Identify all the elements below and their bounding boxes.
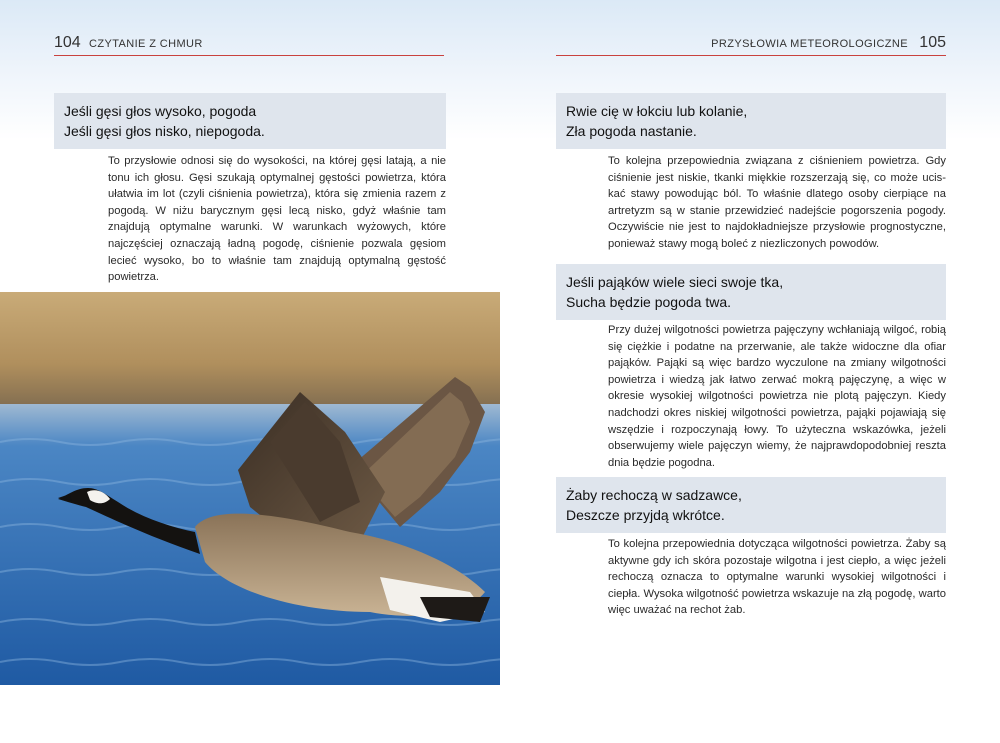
proverb-line: Jeśli gęsi głos wysoko, pogoda bbox=[64, 103, 257, 119]
page-number: 104 bbox=[54, 34, 81, 51]
body-paragraph: To przysłowie odnosi się do wysokości, na której gęsi latają, a nie tonu ich głosu. Gęsi szukają optymalnej gęstości powietrza, która ułatwia im lot (czyli ciśnienia powietrza), która się zmienia razem z pogodą. W niżu barycznym gęsi lecą nisko, gdyż właśnie tam znajdują optymalne warunki. W warunkach wyżowych, które najczęściej oznaczają ładną pogodę, ciśnienie pozwala gęsiom lecieć wysoko, bo to właśnie tam znajdują optymalną gęstość powietrza. bbox=[108, 155, 446, 284]
page-number: 105 bbox=[919, 34, 946, 51]
running-head-right bbox=[556, 33, 946, 56]
proverb-line: Zła pogoda nastanie. bbox=[566, 123, 697, 139]
body-paragraph: To kolejna przepowiednia związana z ciśnieniem powietrza. Gdy ciśnienie jest niskie, tkanki miękkie rozszerzają się, co może uciskać stawy powodując ból. To właśnie dlatego osoby cierpiące na artretyzm są w stanie przewidzieć nadejście pogorszenia pogody. Oczywiście nie jest to najdokładniejsze przysłowie prognostyczne, ponieważ stawy mogą boleć z niezliczonych powodów. bbox=[608, 155, 946, 250]
body-paragraph: Przy dużej wilgotności powietrza pajęczyny wchłaniają wilgoć, robią się ciężkie i podatne na przerwanie, ale także widoczne dla ofiar pająków. Pająki są więc bardzo wyczulone na zmiany wilgotności powietrza i wiedzą jak łatwo zerwać mokrą pajęczynę, a więc w okresie wysokiej wilgotności powietrza nie plotą pajęczyn. Kiedy nadchodzi okres niskiej wilgotności powietrza, pająki pojawiają się wszędzie i rozpoczynają łowy. To użyteczna wskazówka, jeżeli obserwujemy wiele pajęczyn wiemy, że najprawdopodobniej reszta dnia będzie pogodna. bbox=[608, 324, 946, 469]
body-paragraph: To kolejna przepowiednia dotycząca wilgotności powietrza. Żaby są aktywne gdy ich skóra pozostaje wilgotna i jest ciepło, a więc jeżeli rechoczą oznacza to optymalne warunki wysokiej wilgotności i ciepła. Wysoka wilgotność powietrza wskazuje na złą pogodę, warto więc uważać na rechot żab. bbox=[608, 538, 946, 617]
proverb-line: Jeśli pająków wiele sieci swoje tka, bbox=[566, 274, 784, 290]
proverb-line: Rwie cię w łokciu lub kolanie, bbox=[566, 103, 748, 119]
proverb-line: Żaby rechoczą w sadzawce, bbox=[566, 487, 742, 503]
running-head-left bbox=[54, 33, 444, 56]
proverb-box bbox=[556, 477, 946, 533]
running-title: CZYTANIE Z CHMUR bbox=[89, 38, 203, 50]
proverb-line: Sucha będzie pogoda twa. bbox=[566, 294, 732, 310]
proverb-box bbox=[556, 93, 946, 149]
proverb-box bbox=[556, 264, 946, 320]
proverb-line: Deszcze przyjdą wkrótce. bbox=[566, 507, 725, 523]
proverb-box bbox=[54, 93, 446, 149]
running-title: PRZYSŁOWIA METEOROLOGICZNE bbox=[711, 38, 908, 50]
goose-photo bbox=[0, 292, 500, 685]
proverb-line: Jeśli gęsi głos nisko, niepogoda. bbox=[64, 123, 265, 139]
right-page bbox=[500, 0, 1000, 743]
